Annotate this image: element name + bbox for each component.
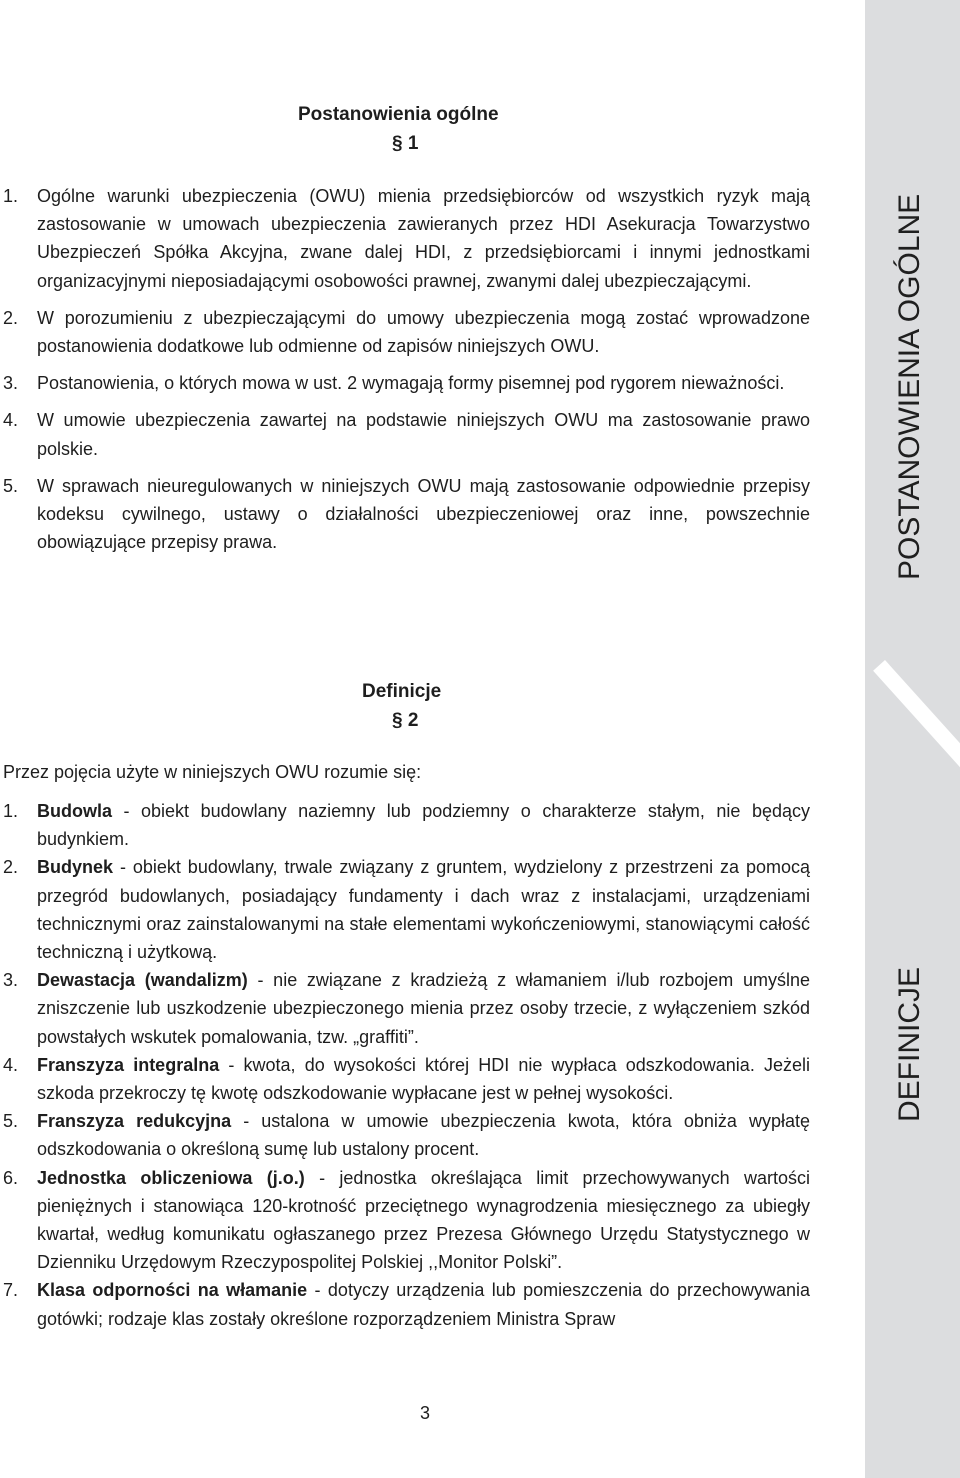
sidebar-label-definitions: DEFINICJE xyxy=(893,966,926,1122)
item-number: 1. xyxy=(3,186,19,206)
definition-text: - obiekt budowlany naziemny lub podziemny o charakterze stałym, nie będący budynkiem. xyxy=(37,801,810,850)
item-number: 5. xyxy=(3,475,19,496)
paragraph-symbol-1: § 1 xyxy=(392,133,419,154)
item-number: 7. xyxy=(3,1280,19,1301)
list-item xyxy=(0,797,810,853)
item-text: W sprawach nieuregulowanych w niniejszych OWU mają zastosowanie odpowiednie przepisy kodeksu cywilnego, ustawy o działalności ubezpieczeniowej oraz inne, powszechnie obowiązujące przepisy prawa. xyxy=(37,475,810,553)
definition-term: Dewastacja (wandalizm) xyxy=(37,970,248,991)
definition-term: Jednostka obliczeniowa (j.o.) xyxy=(37,1167,305,1188)
list-item xyxy=(0,406,810,462)
item-text: W umowie ubezpieczenia zawartej na podstawie niniejszych OWU ma zastosowanie prawo polskie. xyxy=(37,410,810,459)
item-number: 3. xyxy=(3,373,19,394)
list-item xyxy=(0,853,810,966)
item-number: 1. xyxy=(3,801,19,821)
item-number: 4. xyxy=(3,410,19,431)
list-item xyxy=(0,1164,810,1277)
paragraph-symbol-2: § 2 xyxy=(392,710,419,731)
definition-term: Franszyza redukcyjna xyxy=(37,1111,232,1132)
item-number: 2. xyxy=(3,307,19,328)
definition-term: Budowla xyxy=(37,801,112,821)
item-text: Postanowienia, o których mowa w ust. 2 wymagają formy pisemnej pod rygorem nieważności. xyxy=(37,373,785,394)
item-number: 6. xyxy=(3,1167,19,1188)
definition-text: - nie związane z kradzieżą z włamaniem i/lub rozbojem umyślne zniszczenie lub uszkodzenie ubezpieczonego mienia przez osoby trzecie, z wyłączeniem szkód powstałych wskutek pomalowania, tzw. „graffiti”. xyxy=(37,970,810,1047)
item-text: Ogólne warunki ubezpieczenia (OWU) mienia przedsiębiorców od wszystkich ryzyk mają zastosowanie w umowach ubezpieczenia zawieranych przez HDI Asekuracja Towarzystwo Ubezpieczeń Spółka Akcyjna, zwane dalej HDI, z przedsiębiorcami i innymi jednostkami organizacyjnymi nieposiadającymi osobowości prawnej, zwanymi dalej ubezpieczającymi. xyxy=(37,186,810,291)
definitions-list xyxy=(0,797,810,1333)
definition-text: - dotyczy urządzenia lub pomieszczenia do przechowywania gotówki; rodzaje klas zostały określone rozporządzeniem Ministra Spraw xyxy=(37,1280,811,1329)
definition-term: Klasa odporności na włamanie xyxy=(37,1280,308,1301)
page-number: 3 xyxy=(420,1403,431,1423)
sidebar-label-general: POSTANOWIENIA OGÓLNE xyxy=(893,193,926,580)
section-heading-definitions: Definicje xyxy=(362,681,442,702)
list-item xyxy=(0,966,810,1051)
list-item xyxy=(0,1107,810,1163)
definition-term: Budynek xyxy=(37,857,114,878)
general-provisions-list xyxy=(0,182,810,556)
item-number: 2. xyxy=(3,857,19,878)
item-number: 3. xyxy=(3,970,19,991)
definition-text: - jednostka określająca limit przechowywanych wartości pieniężnych i stanowiąca 120-krotność przeciętnego wynagrodzenia miesięcznego za ubiegły kwartał, według komunikatu ogłaszanego przez Prezesa Głównego Urzędu Statystycznego w Dzienniku Urzędowym Rzeczypospolitej Polskiej ,,Monitor Polski”. xyxy=(37,1167,810,1273)
definition-text: - obiekt budowlany, trwale związany z gruntem, wydzielony z przestrzeni za pomocą przegród budowlanych, posiadający fundamenty i dach wraz z instalacjami, urządzeniami technicznymi oraz zainstalowanymi na stałe elementami wykończeniowymi, stanowiącymi całość techniczną i użytkową. xyxy=(37,857,810,963)
list-item xyxy=(0,304,810,360)
definition-text: - kwota, do wysokości której HDI nie wypłaca odszkodowania. Jeżeli szkoda przekroczy tę kwotę odszkodowanie wypłacane jest w pełnej wysokości. xyxy=(37,1054,810,1104)
item-text: W porozumieniu z ubezpieczającymi do umowy ubezpieczenia mogą zostać wprowadzone postanowienia dodatkowe lub odmienne od zapisów niniejszych OWU. xyxy=(37,307,810,357)
definitions-intro: Przez pojęcia użyte w niniejszych OWU rozumie się: xyxy=(3,762,422,782)
item-number: 5. xyxy=(3,1111,19,1132)
list-item xyxy=(0,182,810,295)
definition-text: - ustalona w umowie ubezpieczenia kwota, która obniża wypłatę odszkodowania o określoną sumę lub ustalony procent. xyxy=(37,1111,810,1160)
section-heading-general: Postanowienia ogólne xyxy=(298,104,499,125)
list-item xyxy=(0,472,810,557)
item-number: 4. xyxy=(3,1054,19,1075)
definition-term: Franszyza integralna xyxy=(37,1054,220,1075)
list-item xyxy=(0,369,810,397)
list-item xyxy=(0,1276,810,1332)
list-item xyxy=(0,1051,810,1107)
